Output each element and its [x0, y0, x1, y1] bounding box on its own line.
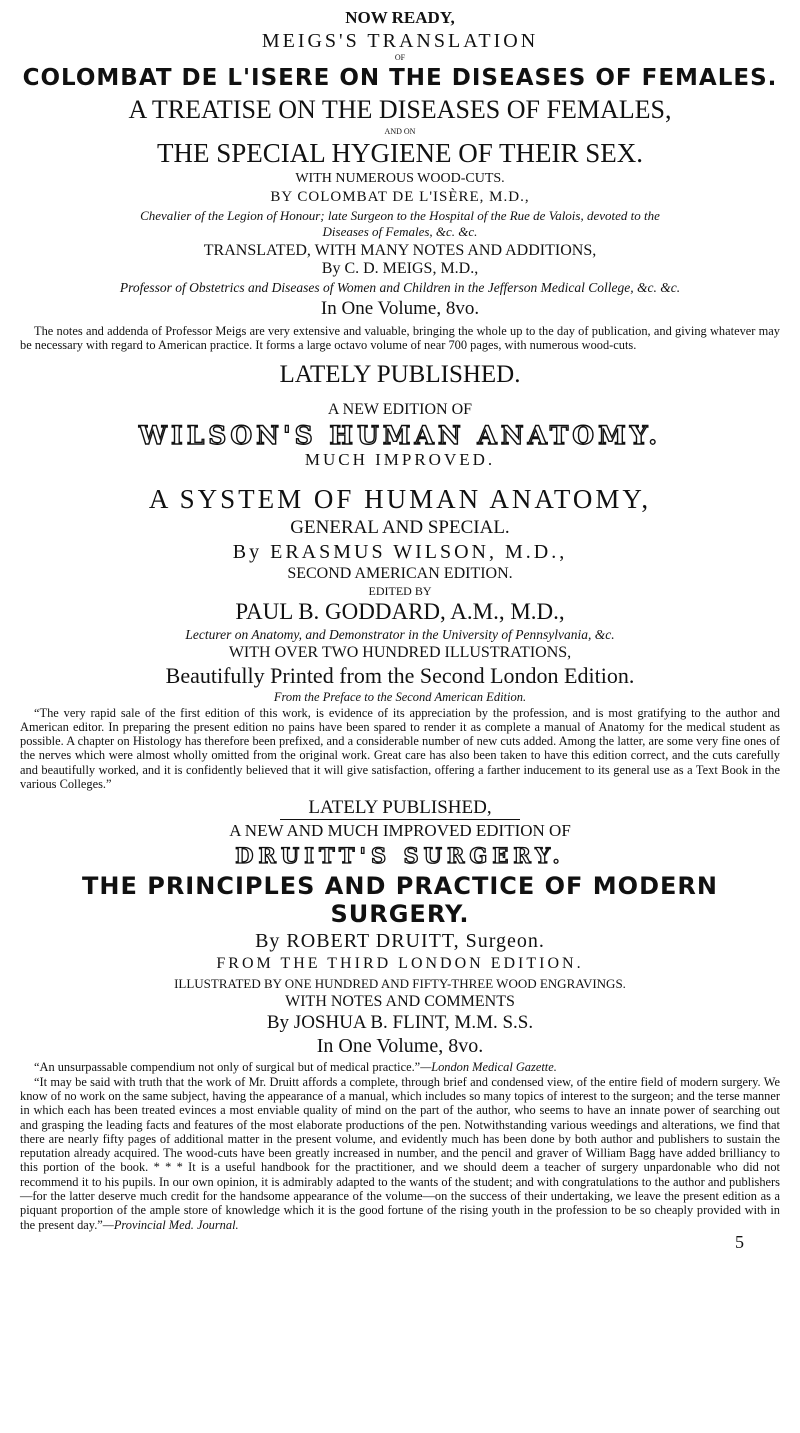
- gazette-review: [20, 1060, 780, 1074]
- third-edition-line: FROM THE THIRD LONDON EDITION.: [216, 955, 584, 973]
- new-edition-line: A NEW AND MUCH IMPROVED EDITION OF: [229, 821, 571, 841]
- gazette-source: —London Medical Gazette.: [420, 1060, 557, 1075]
- translator-line: By C. D. MEIGS, M.D.,: [321, 260, 479, 277]
- second-edition-line: SECOND AMERICAN EDITION.: [287, 564, 513, 582]
- page-number: 5: [735, 1231, 744, 1252]
- author-line: BY COLOMBAT DE L'ISÈRE, M.D.,: [270, 189, 530, 205]
- decorative-title-druitt: THE PRINCIPLES AND PRACTICE OF MODERN SURGERY.: [82, 872, 718, 929]
- treatise-title: A TREATISE ON THE DISEASES OF FEMALES,: [128, 95, 672, 124]
- author-description: Chevalier of the Legion of Honour; late Surgeon to the Hospital of the Rue de Valois, devoted to the: [140, 208, 660, 223]
- editor-description: Lecturer on Anatomy, and Demonstrator in the University of Pennsylvania, &c.: [185, 626, 615, 642]
- translation-title: MEIGS'S TRANSLATION: [261, 30, 539, 52]
- colombat-description: The notes and addenda of Professor Meigs are very extensive and valuable, bringing the whole up to the day of publication, and giving whatever may be necessary with regard to American practice. It forms a large octavo volume of near 700 pages, with numerous wood-cuts.: [20, 324, 780, 353]
- journal-quote: “It may be said with truth that the work of Mr. Druitt affords a complete, through brief and condensed view, of the entire field of modern surgery. We know of no work on the same subject, having the appearance of a manual, which includes so many topics of interest to the surgeon; and the terse manner in which each has been treated evinces a most enviable quality of mind on the part of the author, who seems to have an innate power of searching out and grasping the leading facts and features of the most elaborate productions of the pen. Notwithstanding various weedings and alterations, we find that there are nearly fifty pages of additional matter in the present volume, and evidently much has been done by both author and publishers to sustain the reputation already acquired. The wood-cuts have been greatly increased in number, and the pencil and graver of William Bagg have added brilliancy to this portion of the book. * * * It is a useful handbook for the practitioner, and we should deem a teacher of surgery unpardonable who did not recommend it to his pupils. In our own opinion, it is admirably adapted to the wants of the student; and with congratulations to the author and publishers—for the latter deserve much credit for the handsome appearance of the volume—on the success of their undertaking, we leave the present edition as a piquant proportion of the ample store of knowledge which it is the good fortune of the rising youth in the profession to be so cheaply provided with in the present day.”: [20, 1074, 780, 1232]
- decorative-title-colombat: COLOMBAT DE L'ISERE ON THE DISEASES OF FEMALES.: [22, 65, 778, 91]
- wilson-preface-quote: “The very rapid sale of the first edition of this work, is evidence of its appreciation by the profession, and is most gratifying to the author and American editor. In preparing the present edition no pains have been spared to render it as complete a manual of Anatomy for the medical student as possible. A chapter on Histology has therefore been prefixed, and a considerable number of new cuts added. Among the latter, are some very fine ones of the nerves which were almost wholly omitted from the original work. Great care has also been taken to have this edition correct, and the cuts carefully and beautifully worked, and it is confidently believed that it will give satisfaction, offering a farther inducement to its general use as a Text Book in the various Colleges.”: [20, 705, 780, 792]
- preface-heading: From the Preface to the Second American Edition.: [273, 689, 527, 704]
- wilson-author-line: By ERASMUS WILSON, M.D.,: [232, 540, 568, 563]
- translated-line: TRANSLATED, WITH MANY NOTES AND ADDITIONS,: [203, 242, 597, 259]
- flint-editor-line: By JOSHUA B. FLINT, M.M. S.S.: [266, 1012, 534, 1034]
- system-title: A SYSTEM OF HUMAN ANATOMY,: [148, 483, 652, 514]
- decorative-name-druitt: DRUITT'S SURGERY.: [235, 843, 565, 869]
- lately-published-heading: LATELY PUBLISHED,: [308, 797, 492, 819]
- advertisement-page: [20, 0, 780, 1252]
- editor-line: PAUL B. GODDARD, A.M., M.D.,: [235, 598, 565, 624]
- provincial-journal-review: [20, 1075, 780, 1232]
- printed-line: Beautifully Printed from the Second London Edition.: [165, 662, 635, 688]
- much-improved-line: MUCH IMPROVED.: [304, 449, 496, 469]
- illustrations-line: WITH OVER TWO HUNDRED ILLUSTRATIONS,: [228, 643, 572, 661]
- decorative-title-wilson: WILSON'S HUMAN ANATOMY.: [138, 420, 662, 450]
- now-ready-heading: NOW READY,: [345, 8, 455, 27]
- new-edition-line: A NEW EDITION OF: [327, 400, 473, 418]
- notes-line: WITH NOTES AND COMMENTS: [285, 993, 515, 1011]
- druitt-author-line: By ROBERT DRUITT, Surgeon.: [255, 930, 545, 953]
- illustrated-line: ILLUSTRATED BY ONE HUNDRED AND FIFTY-THREE WOOD ENGRAVINGS.: [174, 976, 626, 992]
- edited-by-line: EDITED BY: [368, 583, 432, 598]
- of-connector: OF: [394, 53, 406, 62]
- translator-description: Professor of Obstetrics and Diseases of Women and Children in the Jefferson Medical College, &c. &c.: [119, 280, 681, 295]
- gazette-quote: “An unsurpassable compendium not only of surgical but of medical practice.”: [34, 1060, 421, 1075]
- divider-rule: [280, 819, 520, 820]
- wilson-advertisement: [20, 361, 780, 792]
- druitt-advertisement: [20, 797, 780, 1232]
- volume-line: In One Volume, 8vo.: [316, 1035, 484, 1058]
- lately-published-heading: LATELY PUBLISHED.: [279, 360, 521, 388]
- hygiene-title: THE SPECIAL HYGIENE OF THEIR SEX.: [157, 138, 643, 168]
- general-special-line: GENERAL AND SPECIAL.: [290, 516, 510, 538]
- volume-line: In One Volume, 8vo.: [320, 298, 480, 319]
- journal-source: —Provincial Med. Journal.: [102, 1217, 239, 1232]
- woodcuts-note: WITH NUMEROUS WOOD-CUTS.: [295, 171, 505, 186]
- and-on-connector: AND ON: [384, 127, 416, 136]
- colombat-advertisement: [20, 8, 780, 353]
- author-description-continued: Diseases of Females, &c. &c.: [322, 224, 478, 239]
